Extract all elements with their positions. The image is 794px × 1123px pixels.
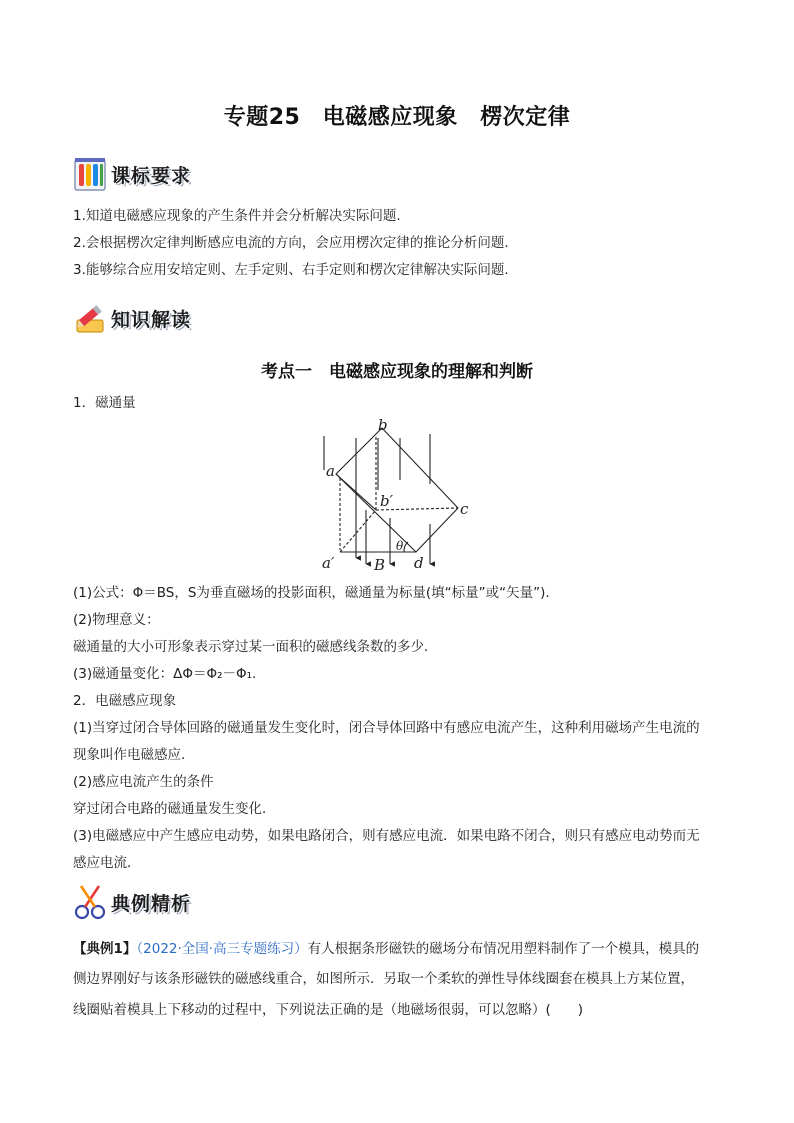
example-line-2: 侧边界刚好与该条形磁铁的磁感线重合，如图所示．另取一个柔软的弹性导体线圈套在模具上方某位置， (73, 971, 694, 987)
curriculum-item-3: 3.能够综合应用安培定则、左手定则、右手定则和楞次定律解决实际问题． (73, 262, 518, 278)
induction-condition-text: 穿过闭合电路的磁通量发生变化． (73, 801, 276, 817)
pencil-eraser-icon (73, 298, 107, 338)
emf-line-2: 感应电流． (73, 855, 141, 871)
point-title: 考点一 电磁感应现象的理解和判断 (261, 362, 533, 382)
label-a-prime: a′ (322, 554, 335, 572)
label-a: a (326, 462, 335, 480)
page-title: 专题25 电磁感应现象 楞次定律 (223, 105, 571, 130)
example-line-1 (73, 937, 699, 957)
section-header-knowledge (73, 296, 191, 340)
emf-line-1: (3)电磁感应中产生感应电动势，如果电路闭合，则有感应电流．如果电路不闭合，则只有感应电动势而无 (73, 828, 700, 844)
example-text: 有人根据条形磁铁的磁场分布情况用塑料制作了一个模具，模具的 (307, 941, 700, 957)
section-label: 知识解读 (111, 308, 192, 331)
item-magnetic-flux: 1．磁通量 (73, 395, 136, 411)
section-header-example (73, 880, 191, 924)
scissors-icon (73, 882, 107, 922)
item-induction: 2．电磁感应现象 (73, 693, 177, 709)
section-header-curriculum (73, 152, 191, 196)
test-tubes-icon (73, 154, 107, 194)
label-B: B (374, 556, 386, 574)
physical-meaning-line: (2)物理意义： (73, 612, 160, 628)
induction-condition-title: (2)感应电流产生的条件 (73, 774, 214, 790)
physical-meaning-text: 磁通量的大小可形象表示穿过某一面积的磁感线条数的多少． (73, 639, 438, 655)
label-b-prime: b′ (380, 492, 394, 510)
label-d: d (414, 554, 424, 572)
example-tag: 【典例1】 (73, 941, 137, 957)
flux-change-line: (3)磁通量变化：ΔΦ＝Φ₂－Φ₁. (73, 666, 257, 682)
induction-definition-1: (1)当穿过闭合导体回路的磁通量发生变化时，闭合导体回路中有感应电流产生，这种利用磁场产生电流的 (73, 720, 700, 736)
label-b: b (378, 418, 388, 434)
label-theta: θ (396, 539, 404, 553)
example-line-3: 线圈贴着模具上下移动的过程中，下列说法正确的是（地磁场很弱，可以忽略）( ) (73, 1002, 584, 1018)
curriculum-item-2: 2.会根据楞次定律判断感应电流的方向，会应用楞次定律的推论分析问题. (73, 235, 509, 251)
induction-definition-2: 现象叫作电磁感应． (73, 747, 195, 763)
example-source: （2022·全国·高三专题练习） (136, 941, 308, 957)
projection-edge (340, 510, 376, 552)
curriculum-item-1: 1.知道电磁感应现象的产生条件并会分析解决实际问题. (73, 208, 401, 224)
flux-formula-line: (1)公式：Φ＝BS，S为垂直磁场的投影面积，磁通量为标量(填“标量”或“矢量”)． (73, 585, 559, 601)
section-label: 典例精析 (111, 892, 192, 915)
magnetic-flux-diagram (318, 418, 478, 578)
section-label: 课标要求 (111, 164, 192, 187)
label-c: c (460, 500, 469, 518)
